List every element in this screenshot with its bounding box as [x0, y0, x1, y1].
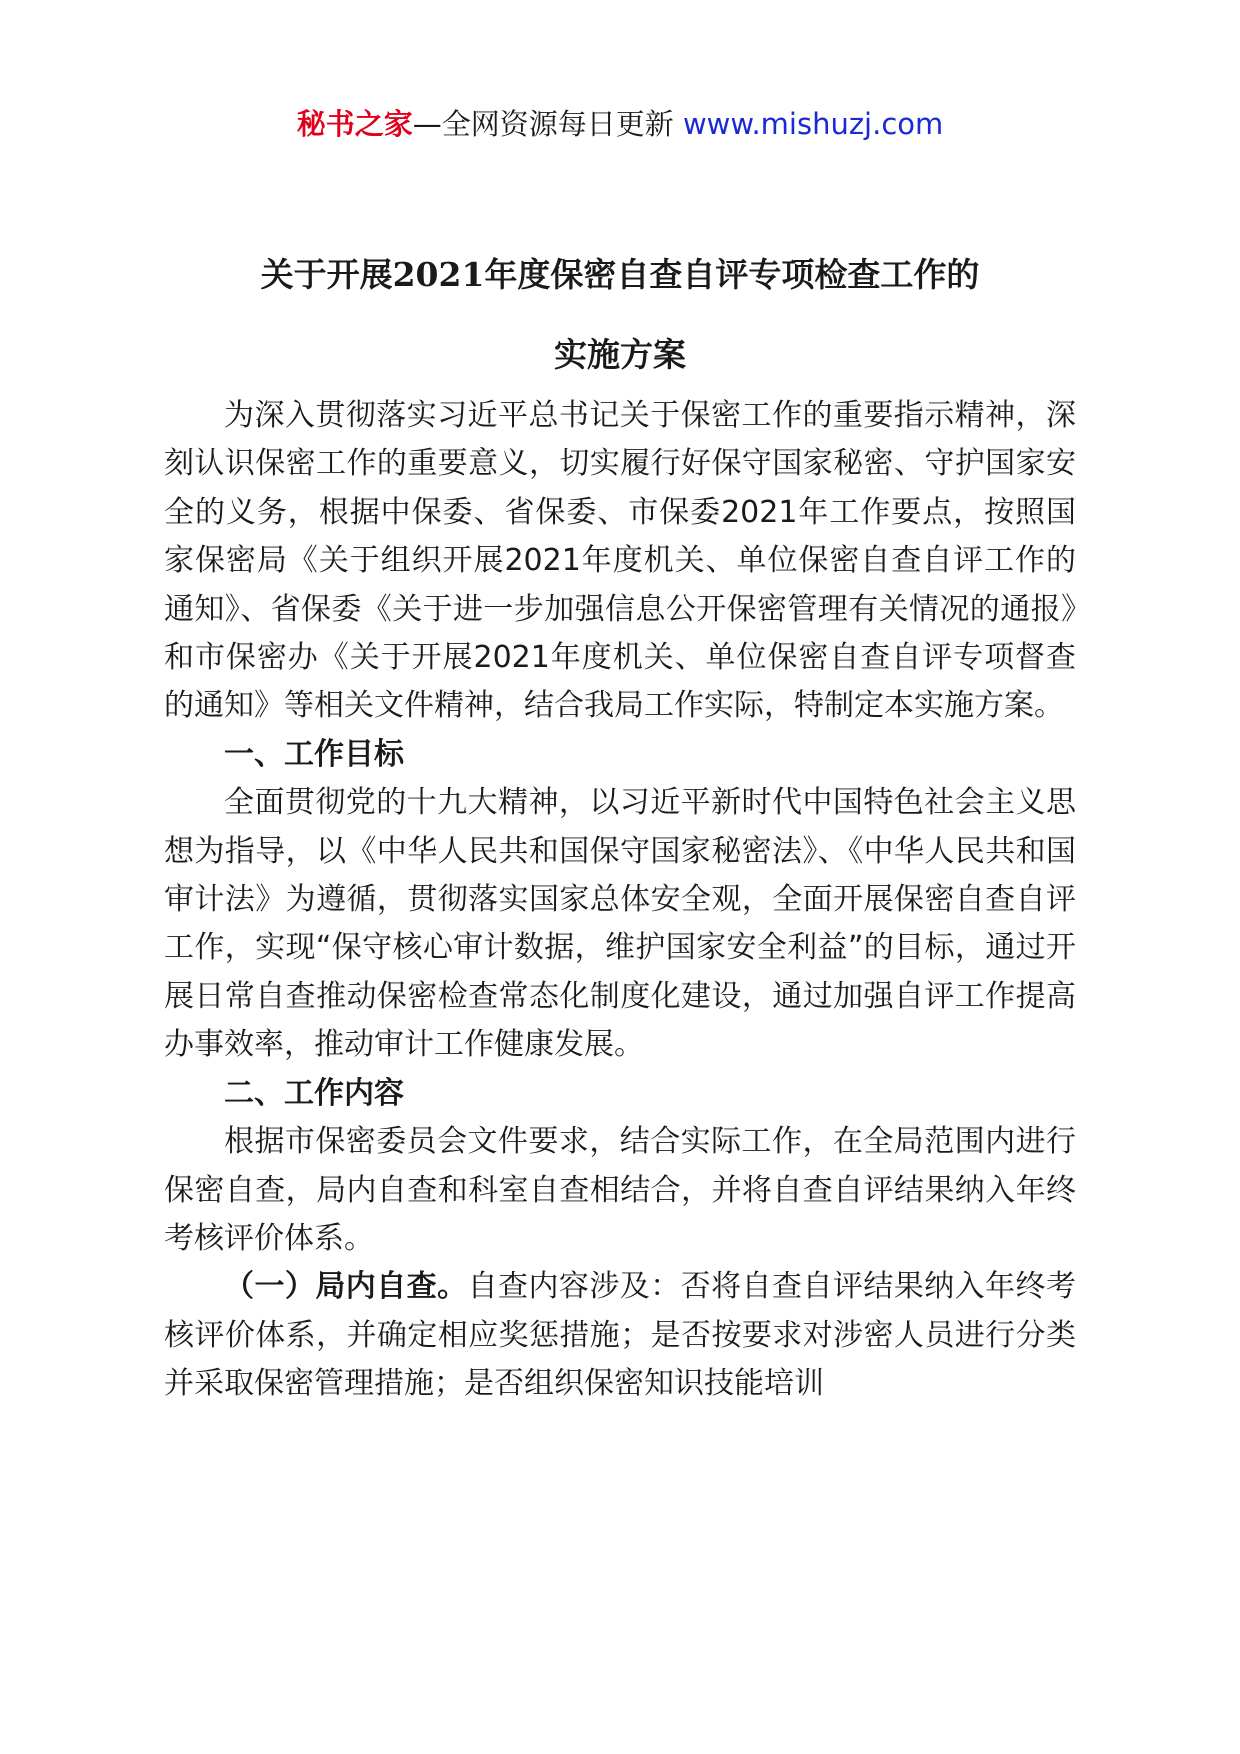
section-1-heading: 一、工作目标 — [224, 736, 404, 772]
subsection-1-lead: （一）局内自查。 — [224, 1269, 468, 1305]
document-title-line-2: 实施方案 — [554, 335, 686, 374]
brand-name: 秘书之家 — [296, 107, 413, 141]
header-tagline: —全网资源每日更新 — [412, 107, 674, 141]
document-title-line-1: 关于开展2021年度保密自查自评专项检查工作的 — [260, 255, 980, 294]
subsection-1-paragraph — [164, 1263, 1076, 1408]
section-2-paragraph: 根据市保密委员会文件要求，结合实际工作，在全局范围内进行保密自查，局内自查和科室自查相结合，并将自查自评结果纳入年终考核评价体系。 — [164, 1124, 1076, 1256]
section-2-heading: 二、工作内容 — [224, 1075, 404, 1111]
intro-paragraph: 为深入贯彻落实习近平总书记关于保密工作的重要指示精神，深刻认识保密工作的重要意义，切实履行好保守国家秘密、守护国家安全的义务，根据中保委、省保委、市保委2021年工作要点，按照国家保密局《关于组织开展2021年度机关、单位保密自查自评工作的通知》、省保委《关于进一步加强信息公开保密管理有关情况的通报》和市保密办《关于开展2021年度机关、单位保密自查自评专项督查的通知》等相关文件精神，结合我局工作实际，特制定本实施方案。 — [164, 398, 1076, 724]
page-header — [0, 102, 1240, 146]
document-body — [164, 392, 1076, 1409]
site-url-link[interactable]: www.mishuzj.com — [682, 107, 944, 141]
subsection-1-text: 自查内容涉及：否将自查自评结果纳入年终考核评价体系，并确定相应奖惩措施；是否按要求对涉密人员进行分类并采取保密管理措施；是否组织保密知识技能培训 — [164, 1269, 1077, 1402]
section-1-paragraph: 全面贯彻党的十九大精神，以习近平新时代中国特色社会主义思想为指导，以《中华人民共和国保守国家秘密法》、《中华人民共和国审计法》为遵循，贯彻落实国家总体安全观，全面开展保密自查自评工作，实现“保守核心审计数据，维护国家安全利益”的目标，通过开展日常自查推动保密检查常态化制度化建设，通过加强自评工作提高办事效率，推动审计工作健康发展。 — [164, 785, 1076, 1063]
